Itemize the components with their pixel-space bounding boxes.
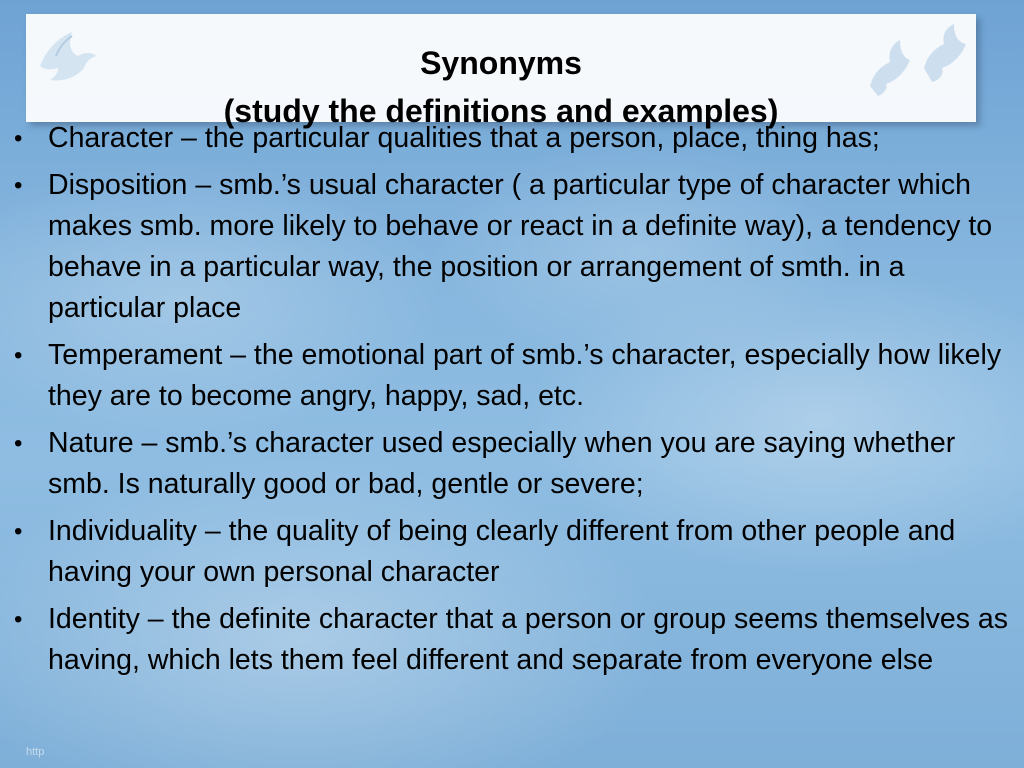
list-item-text: Temperament – the emotional part of smb.’s character, especially how likely they are to become angry, happy, sad, etc. [48, 339, 1002, 412]
bullet-icon: • [14, 518, 23, 545]
bullet-icon: • [14, 606, 23, 633]
list-item-text: Character – the particular qualities that a person, place, thing has; [48, 122, 880, 154]
footer-url: http [26, 746, 45, 758]
list-item [10, 165, 1015, 329]
list-item-text: Identity – the definite character that a person or group seems themselves as having, which lets them feel different and separate from everyone else [48, 603, 1009, 676]
bullet-icon: • [14, 172, 23, 199]
list-item [10, 423, 1015, 505]
list-item [10, 599, 1015, 681]
list-item-text: Nature – smb.’s character used especially when you are saying whether smb. Is naturally good or bad, gentle or severe; [48, 427, 956, 500]
bullet-icon: • [14, 342, 23, 369]
title-box [26, 14, 976, 129]
page-title: Synonyms [420, 45, 582, 81]
bullet-icon: • [14, 430, 23, 457]
list-item [10, 335, 1015, 417]
list-item [10, 511, 1015, 593]
list-item-text: Individuality – the quality of being clearly different from other people and having your own personal character [48, 515, 956, 588]
list-item-text: Disposition – smb.’s usual character ( a particular type of character which makes smb. more likely to behave or react in a definite way), a tendency to behave in a particular way, the position or arrangement of smth. in a particular place [48, 169, 993, 324]
list-item [10, 118, 1015, 159]
bullet-icon: • [14, 125, 23, 152]
page-subtitle: (study the definitions and examples) [223, 93, 779, 129]
definitions-list [10, 118, 1015, 687]
